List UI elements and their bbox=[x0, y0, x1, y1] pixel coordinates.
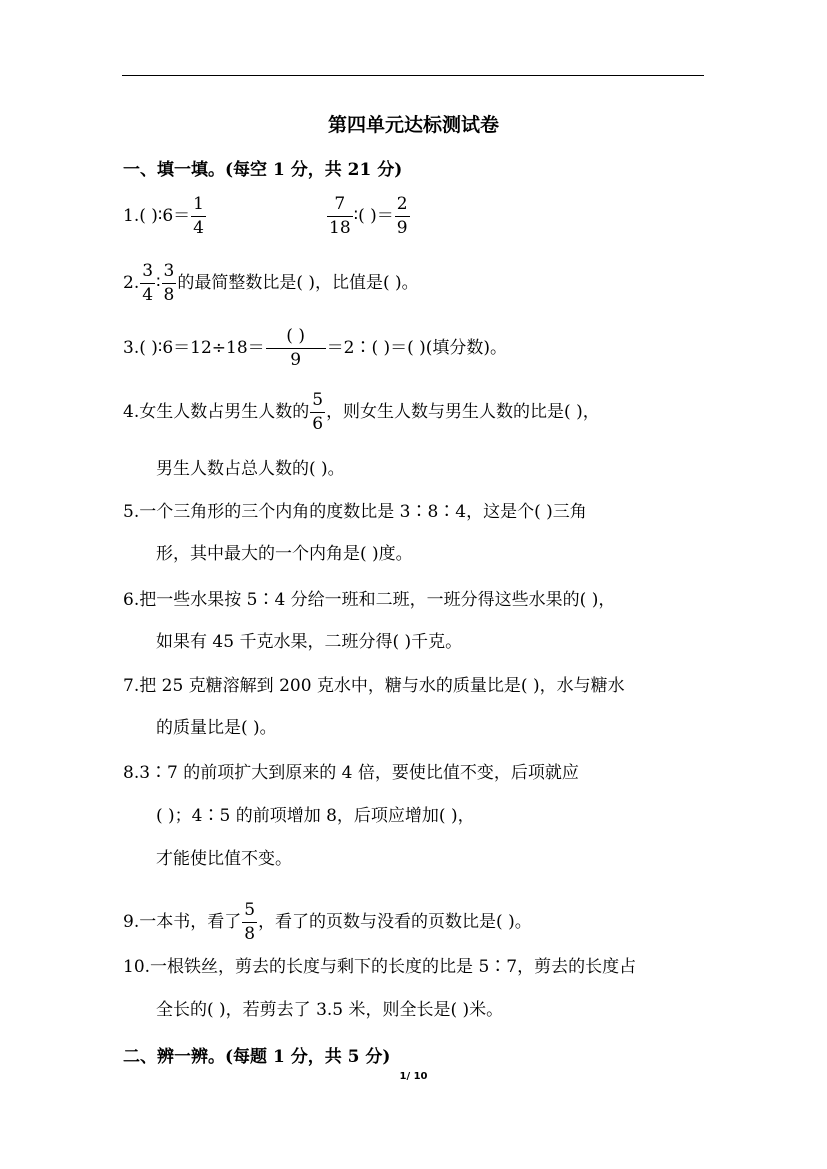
q3-fraction-denominator: 9 bbox=[290, 350, 302, 370]
q2-fraction-1-numerator: 3 bbox=[140, 263, 155, 284]
q1-fraction-result-denominator: 9 bbox=[396, 218, 408, 238]
question-2 bbox=[123, 263, 419, 304]
q2-fraction-1-denominator: 4 bbox=[142, 285, 154, 305]
question-1-part-b bbox=[326, 196, 411, 237]
q9-text-post: ，看了的页数与没看的页数比是( )。 bbox=[258, 912, 532, 932]
q2-colon: ∶ bbox=[156, 273, 161, 293]
question-4 bbox=[123, 392, 600, 433]
q3-text-post: ＝2∶( )＝( )(填分数)。 bbox=[326, 338, 508, 358]
question-10: 10.一根铁丝，剪去的长度与剩下的长度的比是 5∶7，剪去的长度占 bbox=[123, 957, 637, 977]
page-number: 1/ 10 bbox=[399, 1071, 428, 1082]
question-5: 5.一个三角形的三个内角的度数比是 3∶8∶4，这是个( )三角 bbox=[123, 502, 587, 522]
q1-fraction-a-denominator: 4 bbox=[193, 218, 204, 238]
q9-fraction-numerator: 5 bbox=[242, 902, 257, 923]
q4-fraction-denominator: 6 bbox=[312, 414, 324, 434]
question-6: 6.把一些水果按 5∶4 分给一班和二班，一班分得这些水果的( )， bbox=[123, 590, 616, 610]
question-3 bbox=[123, 328, 507, 369]
q2-fraction-1 bbox=[140, 263, 155, 304]
question-5-line-2: 形，其中最大的一个内角是( )度。 bbox=[156, 544, 413, 564]
q1-fraction-b-denominator: 18 bbox=[329, 218, 351, 238]
q4-fraction-numerator: 5 bbox=[310, 392, 325, 413]
question-8-line-3: 才能使比值不变。 bbox=[156, 849, 292, 869]
q3-fraction-numerator: ( ) bbox=[266, 328, 326, 349]
question-8-line-2: ( )；4∶5 的前项增加 8，后项应增加( )， bbox=[156, 806, 475, 826]
q2-fraction-2 bbox=[162, 263, 177, 304]
q9-text-pre: 9.一本书，看了 bbox=[123, 912, 242, 932]
question-1 bbox=[123, 196, 207, 237]
q1-fraction-a bbox=[191, 196, 206, 237]
q4-text-pre: 4.女生人数占男生人数的 bbox=[123, 402, 310, 422]
q2-number: 2. bbox=[123, 273, 140, 293]
q9-fraction bbox=[242, 902, 257, 943]
q1-fraction-a-numerator: 1 bbox=[191, 196, 206, 217]
q3-text-pre: 3.( )∶6＝12÷18＝ bbox=[123, 338, 265, 358]
q1-part-b-text: ∶( )＝ bbox=[353, 206, 394, 226]
question-7-line-2: 的质量比是( )。 bbox=[156, 718, 277, 738]
question-6-line-2: 如果有 45 千克水果，二班分得( )千克。 bbox=[156, 632, 463, 652]
question-9 bbox=[123, 902, 532, 943]
section-2-heading: 二、辨一辨。(每题 1 分，共 5 分) bbox=[123, 1047, 391, 1067]
question-8: 8.3∶7 的前项扩大到原来的 4 倍，要使比值不变，后项就应 bbox=[123, 763, 579, 783]
q2-fraction-2-numerator: 3 bbox=[162, 263, 177, 284]
question-4-line-2: 男生人数占总人数的( )。 bbox=[156, 459, 345, 479]
q2-fraction-2-denominator: 8 bbox=[163, 285, 175, 305]
q1-fraction-b-numerator: 7 bbox=[327, 196, 353, 217]
q3-fraction bbox=[266, 328, 326, 369]
q1-fraction-b bbox=[327, 196, 353, 237]
page-title: 第四单元达标测试卷 bbox=[327, 114, 499, 136]
q4-text-post: ，则女生人数与男生人数的比是( )， bbox=[326, 402, 600, 422]
q4-fraction bbox=[310, 392, 325, 433]
q1-part-a-text: 1.( )∶6＝ bbox=[123, 206, 191, 226]
section-1-heading: 一、填一填。(每空 1 分，共 21 分) bbox=[123, 160, 403, 180]
q2-text: 的最简整数比是( )，比值是( )。 bbox=[177, 273, 419, 293]
q1-fraction-result bbox=[395, 196, 410, 237]
q9-fraction-denominator: 8 bbox=[244, 924, 256, 944]
header-rule bbox=[122, 75, 704, 76]
question-10-line-2: 全长的( )，若剪去了 3.5 米，则全长是( )米。 bbox=[156, 1000, 504, 1020]
q1-fraction-result-numerator: 2 bbox=[395, 196, 410, 217]
question-7: 7.把 25 克糖溶解到 200 克水中，糖与水的质量比是( )，水与糖水 bbox=[123, 676, 625, 696]
